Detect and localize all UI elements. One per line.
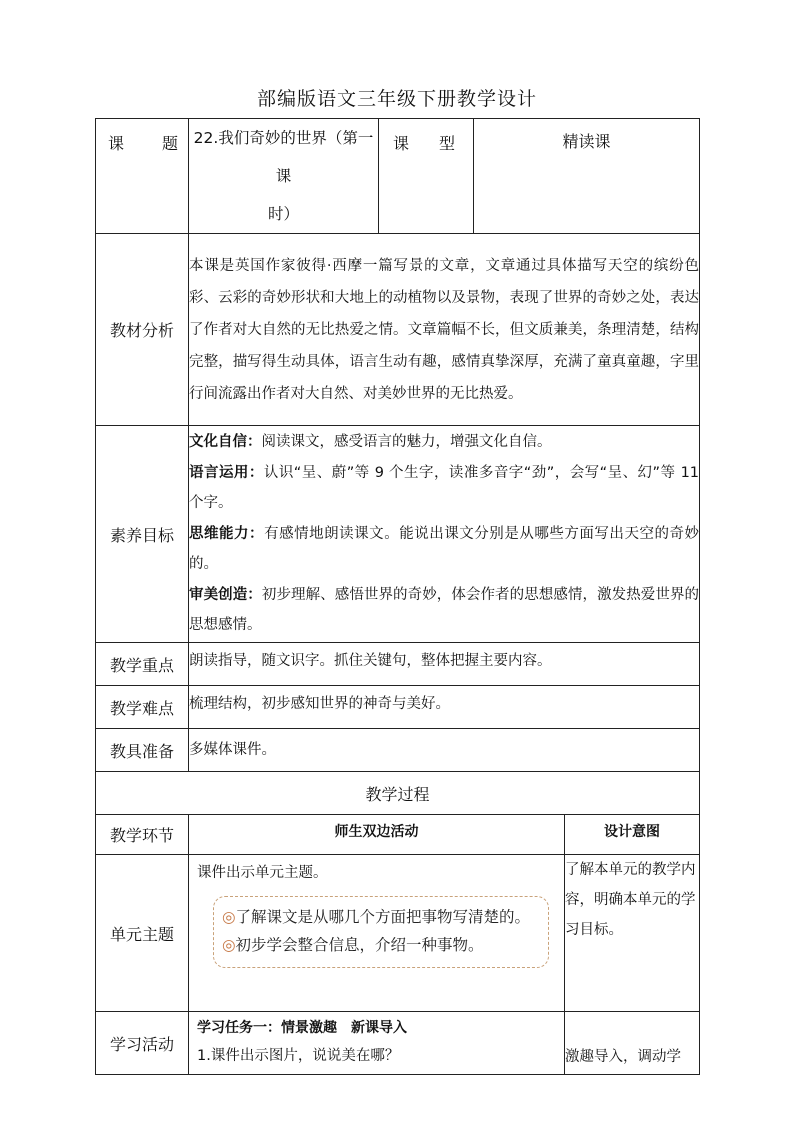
col-intent-header: 设计意图 <box>565 815 700 855</box>
literacy-goals-label: 素养目标 <box>96 426 189 643</box>
learning-activity-row <box>96 1012 700 1075</box>
goal-key: 文化自信： <box>189 434 262 451</box>
material-analysis-label: 教材分析 <box>96 234 189 426</box>
unit-goals-box <box>213 896 549 968</box>
goal-key: 审美创造： <box>189 586 262 603</box>
difficulties-text: 梳理结构，初步感知世界的神奇与美好。 <box>189 686 700 729</box>
topic-label-cell <box>96 119 189 234</box>
learning-activity-intent: 激趣导入，调动学 <box>565 1012 700 1075</box>
tools-row <box>96 729 700 772</box>
unit-theme-label: 单元主题 <box>96 855 189 1012</box>
material-analysis-row <box>96 234 700 426</box>
type-label-cell <box>379 119 474 234</box>
page-title: 部编版语文三年级下册教学设计 <box>256 88 537 110</box>
tools-text: 多媒体课件。 <box>189 729 700 772</box>
unit-theme-intent: 了解本单元的教学内容，明确本单元的学习目标。 <box>565 855 700 1012</box>
unit-goal-item <box>222 931 540 959</box>
topic-label-right: 题 <box>161 134 178 153</box>
goal-bullet-icon: ◎ <box>222 908 236 926</box>
unit-goal-text: 了解课文是从哪几个方面把事物写清楚的。 <box>235 908 531 926</box>
key-points-text: 朗读指导，随文识字。抓住关键句，整体把握主要内容。 <box>189 643 700 686</box>
task-step: 1.课件出示图片，说说美在哪？ <box>197 1048 400 1064</box>
lesson-plan-table <box>95 118 700 1075</box>
process-columns-row <box>96 815 700 855</box>
goal-text: 有感情地朗读课文。能说出课文分别是从哪些方面写出天空的奇妙的。 <box>189 525 700 573</box>
material-analysis-text: 本课是英国作家彼得·西摩一篇写景的文章，文章通过具体描写天空的缤纷色彩、云彩的奇妙形状和大地上的动植物以及景物，表现了世界的奇妙之处，表达了作者对大自然的无比热爱之情。文章篇幅不长，但文质兼美，条理清楚，结构完整，描写得生动具体，语言生动有趣，感情真挚深厚，充满了童真童趣，字里行间流露出作者对大自然、对美妙世界的无比热爱。 <box>189 234 700 426</box>
goal-item <box>189 519 699 580</box>
topic-label-left: 课 <box>108 134 125 153</box>
type-label-right: 型 <box>438 134 455 153</box>
process-heading: 教学过程 <box>96 772 700 815</box>
col-activity-header: 师生双边活动 <box>189 815 565 855</box>
topic-value-cell <box>189 119 379 234</box>
goal-text: 认识“呈、蔚”等 9 个生字，读准多音字“劲”，会写“呈、幻”等 11 个字。 <box>189 464 700 512</box>
goal-item <box>189 580 699 641</box>
difficulties-row <box>96 686 700 729</box>
literacy-goals-row <box>96 426 700 643</box>
goal-text: 初步理解、感悟世界的奇妙，体会作者的思想感情，激发热爱世界的思想感情。 <box>189 586 700 634</box>
unit-theme-row <box>96 855 700 1012</box>
goal-item <box>189 427 699 458</box>
unit-theme-intro: 课件出示单元主题。 <box>197 865 328 881</box>
learning-activity-label: 学习活动 <box>96 1012 189 1075</box>
key-points-label: 教学重点 <box>96 643 189 686</box>
goal-item <box>189 458 699 519</box>
task-title: 学习任务一：情景激趣 新课导入 <box>197 1020 407 1036</box>
goal-text: 阅读课文，感受语言的魅力，增强文化自信。 <box>261 434 552 451</box>
goal-bullet-icon: ◎ <box>222 936 236 954</box>
learning-activity-content <box>189 1012 565 1075</box>
goal-key: 语言运用： <box>189 464 264 481</box>
type-label-left: 课 <box>393 134 410 153</box>
unit-theme-activity <box>189 855 565 1012</box>
tools-label: 教具准备 <box>96 729 189 772</box>
topic-value-line2: 时） <box>267 205 299 223</box>
unit-goal-item <box>222 903 540 931</box>
col-stage-header: 教学环节 <box>96 815 189 855</box>
goal-key: 思维能力： <box>189 525 265 542</box>
process-heading-row <box>96 772 700 815</box>
header-row <box>96 119 700 234</box>
topic-value-line1: 22.我们奇妙的世界（第一课 <box>193 129 374 185</box>
unit-goal-text: 初步学会整合信息，介绍一种事物。 <box>235 936 484 954</box>
key-points-row <box>96 643 700 686</box>
literacy-goals-list <box>189 426 700 643</box>
course-type-value: 精读课 <box>474 119 700 234</box>
difficulties-label: 教学难点 <box>96 686 189 729</box>
